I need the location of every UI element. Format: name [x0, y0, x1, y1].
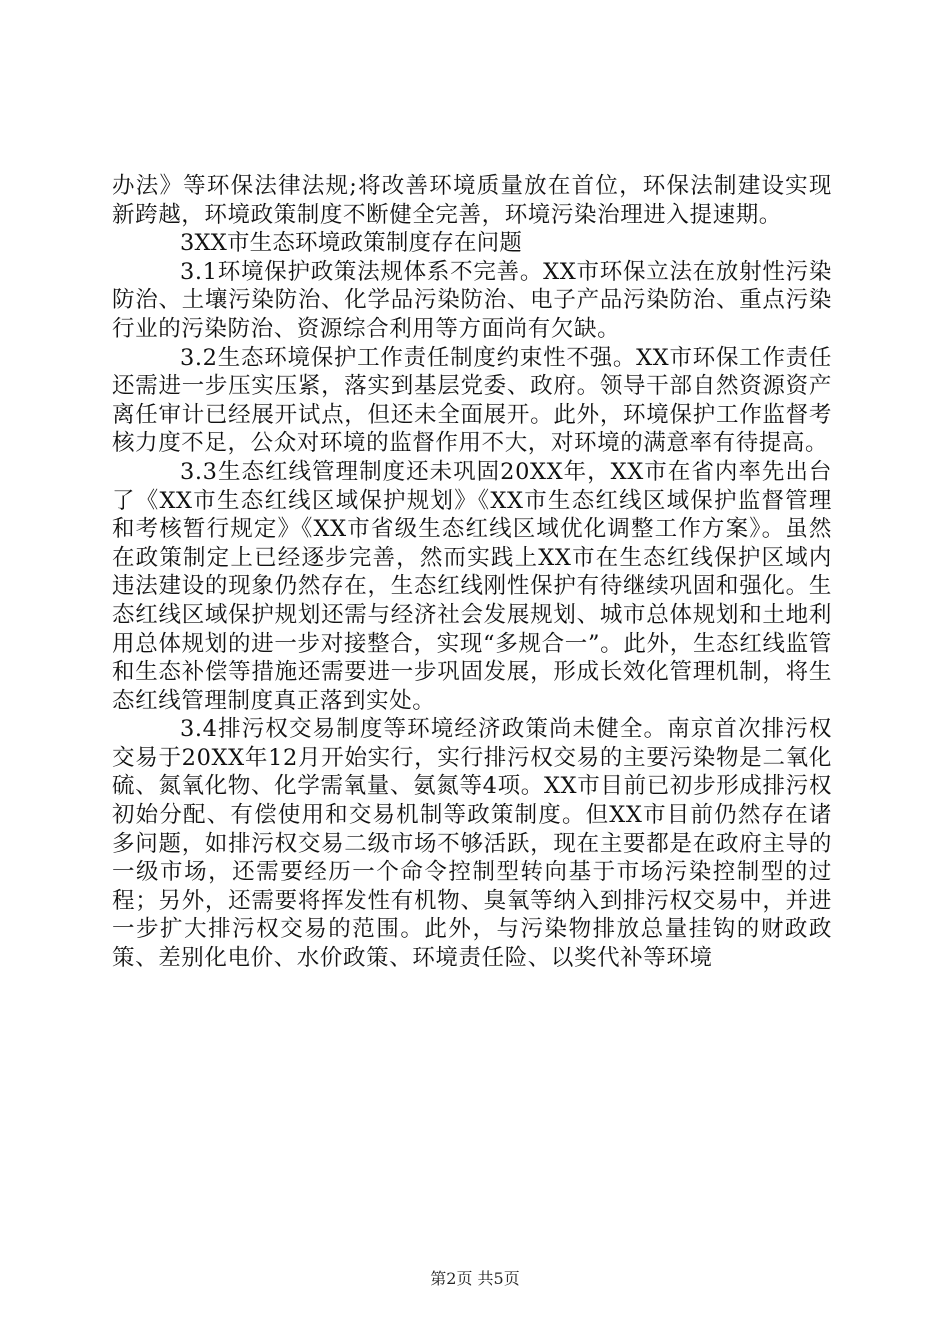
paragraph-3-4: 3.4排污权交易制度等环境经济政策尚未健全。南京首次排污权交易于20XX年12月开始实行，实行排污权交易的主要污染物是二氧化硫、氮氧化物、化学需氧量、氨氮等4项。XX市目前已初步形成排污权初始分配、有偿使用和交易机制等政策制度。但XX市目前仍然存在诸多问题，如排污权交易二级市场不够活跃，现在主要都是在政府主导的一级市场，还需要经历一个命令控制型转向基于市场污染控制型的过程；另外，还需要将挥发性有机物、臭氧等纳入到排污权交易中，并进一步扩大排污权交易的范围。此外，与污染物排放总量挂钩的财政政策、差别化电价、水价政策、环境责任险、以奖代补等环境 — [112, 716, 832, 972]
paragraph-continuation: 办法》等环保法律法规;将改善环境质量放在首位，环保法制建设实现新跨越，环境政策制度不断健全完善，环境污染治理进入提速期。 — [112, 173, 832, 228]
section-heading: 3XX市生态环境政策制度存在问题 — [180, 230, 523, 257]
page-footer: 第2页 共5页 — [430, 1269, 520, 1288]
paragraph-3-3: 3.3生态红线管理制度还未巩固20XX年，XX市在省内率先出台了《XX市生态红线区域保护规划》《XX市生态红线区域保护监督管理和考核暂行规定》《XX市省级生态红线区域优化调整工作方案》。虽然在政策制定上已经逐步完善，然而实践上XX市在生态红线保护区域内违法建设的现象仍然存在，生态红线刚性保护有待继续巩固和强化。生态红线区域保护规划还需与经济社会发展规划、城市总体规划和土地利用总体规划的进一步对接整合，实现“多规合一”。此外，生态红线监管和生态补偿等措施还需要进一步巩固发展，形成长效化管理机制，将生态红线管理制度真正落到实处。 — [112, 458, 832, 714]
paragraph-3-2: 3.2生态环境保护工作责任制度约束性不强。XX市环保工作责任还需进一步压实压紧，落实到基层党委、政府。领导干部自然资源资产离任审计已经展开试点，但还未全面展开。此外，环境保护工作监督考核力度不足，公众对环境的监督作用不大，对环境的满意率有待提高。 — [112, 344, 832, 457]
paragraph-3-1: 3.1环境保护政策法规体系不完善。XX市环保立法在放射性污染防治、土壤污染防治、化学品污染防治、电子产品污染防治、重点污染行业的污染防治、资源综合利用等方面尚有欠缺。 — [112, 258, 832, 342]
document-body — [112, 172, 832, 973]
